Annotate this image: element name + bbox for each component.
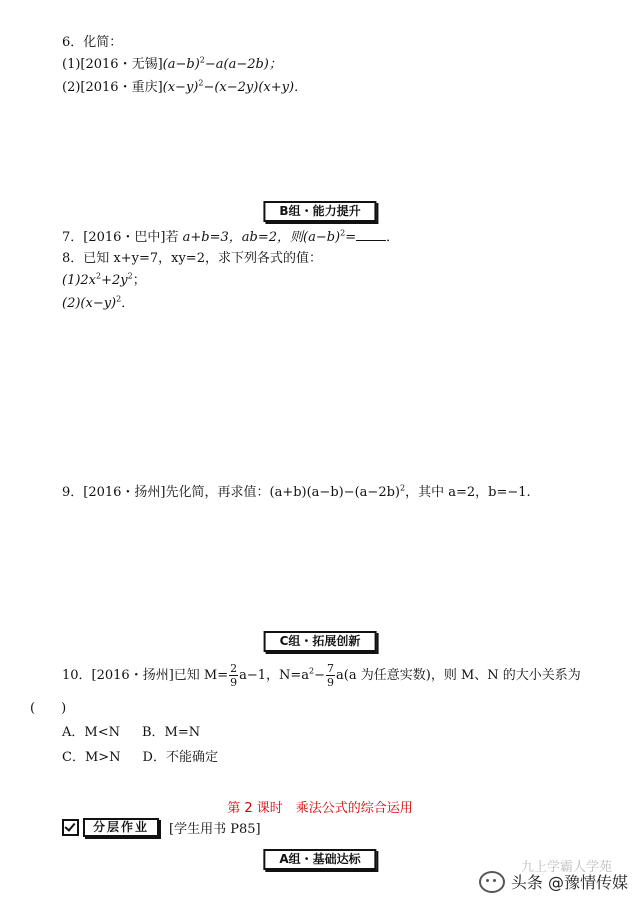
q9 xyxy=(62,485,531,501)
wechat-icon xyxy=(479,871,505,893)
q7-prefix: 7．[2016・巴中]若 xyxy=(62,230,179,245)
section-c-heading: C组・拓展创新 xyxy=(264,631,377,652)
q7-body: a+b=3，ab=2，则(a−b) xyxy=(178,230,341,245)
checkbox-icon xyxy=(62,819,79,836)
homework-bar xyxy=(62,818,261,836)
q8-title: 8．已知 x+y=7，xy=2，求下列各式的值： xyxy=(62,251,322,266)
q10-b: a−1，N=a xyxy=(239,668,310,683)
q8-part1 xyxy=(62,273,146,289)
fraction-numerator: 2 xyxy=(230,662,238,675)
q8-part2 xyxy=(62,296,134,312)
q8-part1-a: (1)2x xyxy=(62,273,97,288)
q10 xyxy=(62,662,581,689)
exponent: 2 xyxy=(116,294,122,304)
lesson-title: 第 2 课时 乘法公式的综合运用 xyxy=(227,801,413,816)
q10-options-row2 xyxy=(62,750,218,766)
q8-part1-c: ； xyxy=(132,273,146,288)
q6-part2-expr-b: −(x−2y)(x+y)． xyxy=(203,80,308,95)
q6-part1-prefix: (1)[2016・无锡] xyxy=(62,57,163,72)
exponent: 2 xyxy=(340,228,346,238)
q10-d: a(a 为任意实数)，则 M、N 的大小关系为 xyxy=(336,668,581,683)
watermark-text: 头条 @豫情传媒 xyxy=(510,873,628,892)
q6-part1-expr-b: −a(a−2b)； xyxy=(204,57,282,72)
q9-text-b: ，其中 a=2，b=−1. xyxy=(405,485,531,500)
q6-part1 xyxy=(62,57,282,73)
fraction-7-9 xyxy=(326,662,335,689)
option-a[interactable]: A．M<N xyxy=(62,725,120,740)
q6-part2-expr-a: (x−y) xyxy=(162,80,199,95)
section-b-heading: B组・能力提升 xyxy=(263,201,376,222)
q9-text-a: 9．[2016・扬州]先化简，再求值：(a+b)(a−b)−(a−2b) xyxy=(62,485,400,500)
exponent: 2 xyxy=(309,666,315,676)
exponent: 2 xyxy=(198,78,204,88)
exponent: 2 xyxy=(127,271,133,281)
section-a-heading: A组・基础达标 xyxy=(263,849,376,870)
q7-answer-blank[interactable] xyxy=(356,229,386,241)
fraction-denominator: 9 xyxy=(230,676,238,689)
q7-end: ． xyxy=(386,230,400,245)
fraction-denominator: 9 xyxy=(327,676,335,689)
q10-options-row1 xyxy=(62,725,200,741)
q8-part2-b: ． xyxy=(121,296,135,311)
watermark-ghost-text: 九上学霸人学苑 xyxy=(520,860,612,875)
q7 xyxy=(62,229,399,246)
fraction-numerator: 7 xyxy=(327,662,335,675)
exponent: 2 xyxy=(400,483,406,493)
q6-title: 6．化简： xyxy=(62,35,123,50)
homework-label: 分层作业 xyxy=(83,818,159,837)
homework-reference: [学生用书 P85] xyxy=(169,821,261,837)
q10-c: − xyxy=(314,668,326,683)
q6-part2 xyxy=(62,80,307,96)
exponent: 2 xyxy=(96,271,102,281)
watermark xyxy=(475,860,632,895)
option-c[interactable]: C．M>N xyxy=(62,750,121,765)
q7-suffix: = xyxy=(345,230,357,245)
fraction-2-9 xyxy=(229,662,238,689)
q10-answer-paren[interactable]: ( ) xyxy=(30,701,67,716)
q8-part2-a: (2)(x−y) xyxy=(62,296,117,311)
option-b[interactable]: B．M=N xyxy=(141,725,201,740)
q10-a: 10．[2016・扬州]已知 M= xyxy=(62,668,229,683)
exponent: 2 xyxy=(199,55,205,65)
q6-part1-expr-a: (a−b) xyxy=(162,57,200,72)
option-d[interactable]: D．不能确定 xyxy=(142,750,218,765)
q6-part2-prefix: (2)[2016・重庆] xyxy=(62,80,163,95)
q8-part1-b: +2y xyxy=(101,273,128,288)
